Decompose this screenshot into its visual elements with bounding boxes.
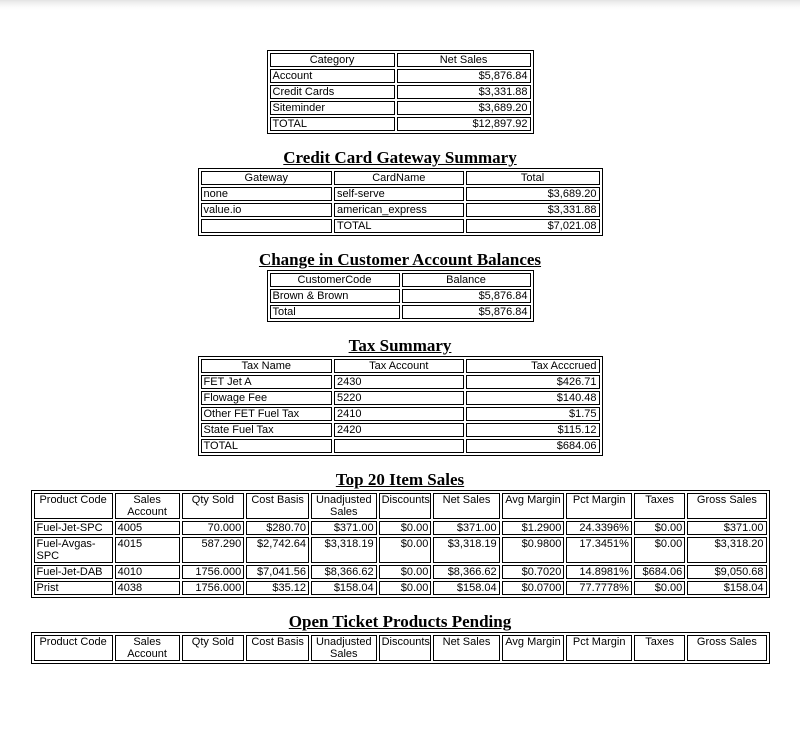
column-header: Product Code	[34, 635, 113, 661]
table-cell: Credit Cards	[270, 85, 395, 99]
table-row	[270, 69, 531, 83]
table-cell: value.io	[201, 203, 333, 217]
table-row	[270, 305, 531, 319]
table-row	[270, 85, 531, 99]
column-header: Sales Account	[115, 635, 180, 661]
table-cell: 2410	[334, 407, 464, 421]
column-header: Qty Sold	[182, 635, 245, 661]
table-cell: $35.12	[246, 581, 309, 595]
table-cell: Account	[270, 69, 395, 83]
table-cell: $7,041.56	[246, 565, 309, 579]
table-cell: Prist	[34, 581, 113, 595]
table-cell: $0.00	[634, 537, 685, 563]
column-header: Balance	[402, 273, 531, 287]
table-cell: $5,876.84	[402, 305, 531, 319]
table-cell: Fuel-Avgas-SPC	[34, 537, 113, 563]
table-cell: $158.04	[311, 581, 377, 595]
table-cell: $2,742.64	[246, 537, 309, 563]
table-cell: $8,366.62	[433, 565, 499, 579]
open-ticket-products-pending-title: Open Ticket Products Pending	[288, 612, 512, 631]
table-cell: 24.3396%	[566, 521, 632, 535]
table-cell: $5,876.84	[402, 289, 531, 303]
column-header: Cost Basis	[246, 635, 309, 661]
column-header: Tax Account	[334, 359, 464, 373]
column-header: Unadjusted Sales	[311, 493, 377, 519]
top-20-item-sales-table	[31, 490, 770, 598]
table-row	[201, 375, 600, 389]
table-cell: TOTAL	[270, 117, 395, 131]
table-row	[201, 423, 600, 437]
table-cell: american_express	[334, 203, 464, 217]
table-cell: $684.06	[466, 439, 600, 453]
section-top-20-item-sales	[0, 471, 800, 598]
table-cell: 2430	[334, 375, 464, 389]
table-cell: $3,331.88	[466, 203, 600, 217]
tax-summary-table	[198, 356, 603, 456]
section-tax-summary	[0, 337, 800, 456]
category-net-sales-table	[267, 50, 534, 134]
column-header: Avg Margin	[502, 493, 565, 519]
table-cell: FET Jet A	[201, 375, 333, 389]
table-cell: $158.04	[687, 581, 766, 595]
table-cell: 17.3451%	[566, 537, 632, 563]
table-cell: $371.00	[433, 521, 499, 535]
table-cell: 77.7778%	[566, 581, 632, 595]
column-header: Pct Margin	[566, 493, 632, 519]
table-cell: $0.00	[379, 565, 432, 579]
table-cell: $426.71	[466, 375, 600, 389]
table-cell: $5,876.84	[397, 69, 531, 83]
table-cell: $0.00	[634, 521, 685, 535]
table-cell: 1756.000	[182, 581, 245, 595]
table-cell: 4038	[115, 581, 180, 595]
column-header: CardName	[334, 171, 464, 185]
table-row	[201, 439, 600, 453]
table-cell: Flowage Fee	[201, 391, 333, 405]
table-cell: 70.000	[182, 521, 245, 535]
table-cell	[201, 219, 333, 233]
section-customer-account-balances	[0, 251, 800, 322]
column-header: Gateway	[201, 171, 333, 185]
table-cell: TOTAL	[334, 219, 464, 233]
tax-summary-title: Tax Summary	[348, 336, 452, 355]
customer-account-balances-table	[267, 270, 534, 322]
table-cell: $3,318.20	[687, 537, 766, 563]
table-cell: TOTAL	[201, 439, 333, 453]
column-header: Taxes	[634, 635, 685, 661]
column-header: Cost Basis	[246, 493, 309, 519]
table-cell: $0.00	[379, 537, 432, 563]
table-row	[34, 565, 767, 579]
table-cell: $0.9800	[502, 537, 565, 563]
header-row	[270, 53, 531, 67]
header-row	[201, 171, 600, 185]
table-cell: $0.00	[379, 581, 432, 595]
table-cell: 4015	[115, 537, 180, 563]
table-cell: $3,331.88	[397, 85, 531, 99]
column-header: Discounts	[379, 635, 432, 661]
table-cell: $0.0700	[502, 581, 565, 595]
table-cell: 2420	[334, 423, 464, 437]
table-cell: $1.2900	[502, 521, 565, 535]
table-cell: $371.00	[311, 521, 377, 535]
table-cell: $9,050.68	[687, 565, 766, 579]
table-row	[34, 537, 767, 563]
table-cell: $0.00	[379, 521, 432, 535]
table-cell: Brown & Brown	[270, 289, 400, 303]
table-row	[270, 117, 531, 131]
table-cell: 5220	[334, 391, 464, 405]
table-cell: $3,318.19	[311, 537, 377, 563]
column-header: Unadjusted Sales	[311, 635, 377, 661]
table-cell: 587.290	[182, 537, 245, 563]
column-header: Product Code	[34, 493, 113, 519]
table-cell: $3,689.20	[466, 187, 600, 201]
table-cell: $3,318.19	[433, 537, 499, 563]
column-header: Gross Sales	[687, 493, 766, 519]
column-header: Tax Name	[201, 359, 333, 373]
column-header: Discounts	[379, 493, 432, 519]
table-cell: 14.8981%	[566, 565, 632, 579]
table-row	[270, 289, 531, 303]
table-cell: Total	[270, 305, 400, 319]
table-cell: self-serve	[334, 187, 464, 201]
column-header: Category	[270, 53, 395, 67]
section-credit-card-gateway-summary	[0, 149, 800, 236]
header-row	[270, 273, 531, 287]
open-ticket-products-pending-table	[31, 632, 770, 664]
table-cell: $684.06	[634, 565, 685, 579]
table-cell: Fuel-Jet-DAB	[34, 565, 113, 579]
header-row	[34, 493, 767, 519]
column-header: Pct Margin	[566, 635, 632, 661]
table-row	[201, 187, 600, 201]
table-cell: Fuel-Jet-SPC	[34, 521, 113, 535]
table-cell: $12,897.92	[397, 117, 531, 131]
column-header: Total	[466, 171, 600, 185]
table-row	[270, 101, 531, 115]
column-header: Net Sales	[433, 635, 499, 661]
table-row	[201, 407, 600, 421]
table-row	[34, 581, 767, 595]
table-cell: none	[201, 187, 333, 201]
table-cell: $7,021.08	[466, 219, 600, 233]
column-header: Taxes	[634, 493, 685, 519]
column-header: Net Sales	[397, 53, 531, 67]
table-cell: $1.75	[466, 407, 600, 421]
table-cell: State Fuel Tax	[201, 423, 333, 437]
table-row	[34, 521, 767, 535]
column-header: Tax Acccrued	[466, 359, 600, 373]
table-cell: $0.7020	[502, 565, 565, 579]
section-open-ticket-products-pending	[0, 613, 800, 664]
table-cell: $140.48	[466, 391, 600, 405]
table-cell: 4010	[115, 565, 180, 579]
table-cell: $371.00	[687, 521, 766, 535]
column-header: Gross Sales	[687, 635, 766, 661]
table-cell: $115.12	[466, 423, 600, 437]
section-category-net-sales	[0, 0, 800, 134]
credit-card-gateway-summary-table	[198, 168, 603, 236]
column-header: Avg Margin	[502, 635, 565, 661]
header-row	[34, 635, 767, 661]
table-cell	[334, 439, 464, 453]
table-cell: $0.00	[634, 581, 685, 595]
table-row	[201, 203, 600, 217]
table-cell: 1756.000	[182, 565, 245, 579]
column-header: Qty Sold	[182, 493, 245, 519]
table-cell: $8,366.62	[311, 565, 377, 579]
table-row	[201, 391, 600, 405]
table-row	[201, 219, 600, 233]
table-cell: $280.70	[246, 521, 309, 535]
table-cell: Other FET Fuel Tax	[201, 407, 333, 421]
table-cell: $3,689.20	[397, 101, 531, 115]
credit-card-gateway-summary-title: Credit Card Gateway Summary	[283, 148, 517, 167]
column-header: CustomerCode	[270, 273, 400, 287]
top-20-item-sales-title: Top 20 Item Sales	[335, 470, 465, 489]
header-row	[201, 359, 600, 373]
table-cell: 4005	[115, 521, 180, 535]
column-header: Sales Account	[115, 493, 180, 519]
column-header: Net Sales	[433, 493, 499, 519]
customer-account-balances-title: Change in Customer Account Balances	[258, 250, 542, 269]
table-cell: Siteminder	[270, 101, 395, 115]
table-cell: $158.04	[433, 581, 499, 595]
